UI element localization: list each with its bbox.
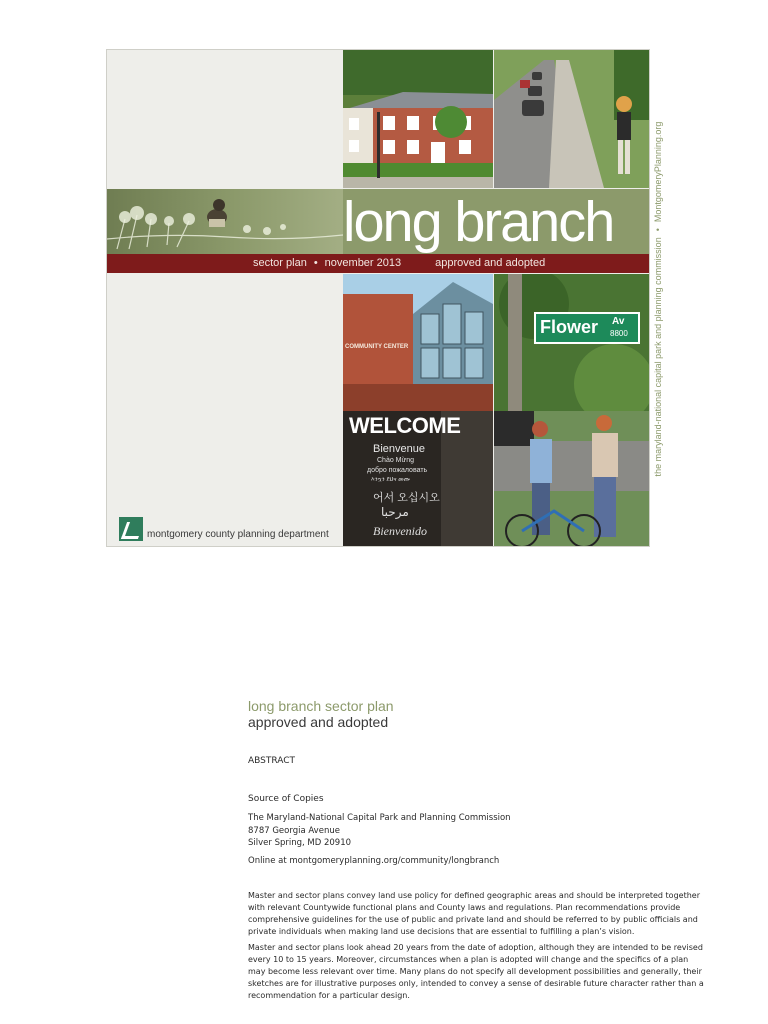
strip-status: approved and adopted <box>435 257 546 269</box>
street-sign-photo <box>494 274 650 411</box>
cover-title <box>343 189 614 254</box>
cover-spine <box>651 50 665 548</box>
bird-on-branch-illustration <box>107 189 343 254</box>
welcome-text: WELCOME <box>349 413 461 438</box>
townhouse-photo <box>343 50 493 188</box>
community-center-sign: COMMUNITY CENTER <box>345 344 409 350</box>
welcome-sign-photo <box>343 411 493 547</box>
strip-plan-type: sector plan <box>253 257 307 269</box>
community-center-illustration <box>343 274 493 411</box>
community-center-photo <box>343 274 493 411</box>
bird-photo <box>107 189 343 254</box>
spine-website: MontgomeryPlanning.org <box>653 121 663 223</box>
welcome-french: Bienvenue <box>373 443 425 455</box>
online-link: Online at montgomeryplanning.org/community/longbranch <box>248 855 500 866</box>
strip-date: november 2013 <box>324 257 402 269</box>
abstract-label: ABSTRACT <box>248 756 296 766</box>
welcome-russian: добро пожаловать <box>367 467 428 474</box>
planning-department-logo <box>119 517 143 541</box>
cover-strip-text <box>253 254 545 273</box>
street-sign-number: 8800 <box>610 329 628 338</box>
source-address <box>248 812 708 850</box>
source-heading: Source of Copies <box>248 794 324 804</box>
welcome-amharic: እንኳን ደህና መጡ <box>371 477 410 483</box>
residents-photo <box>494 411 650 547</box>
paragraph: Master and sector plans convey land use policy for defined geographic areas and should be interpreted together with relevant Countywide functional plans and County laws and regulations. Plan recommendations provide comprehensive guidelines for the use of public and private land and should be referred to by public officials and private individuals when making land use decisions that are essential to fulfilling a plan’s vision. <box>248 890 700 936</box>
street-illustration <box>494 50 650 188</box>
paragraph: Master and sector plans look ahead 20 years from the date of adoption, although they are intended to be revised every 10 to 15 years. Moreover, circumstances when a plan is adopted will change and the specifics of a plan may become less relevant over time. Many plans do not specify all development possibilities and generally, their sketches are for illustrative purposes only, intended to convey a sense of desirable future character rather than a recommendation for a particular design. <box>248 942 704 1000</box>
residents-illustration <box>494 411 650 547</box>
doc-title: long branch sector plan <box>248 698 394 714</box>
address-line: Silver Spring, MD 20910 <box>248 838 352 848</box>
welcome-korean: 어서 오십시오 <box>373 492 440 504</box>
street-photo <box>494 50 650 188</box>
plan-cover <box>106 49 650 547</box>
cover-title-text: long branch <box>343 190 614 254</box>
address-line: 8787 Georgia Avenue <box>248 825 340 836</box>
street-sign-name: Flower <box>540 317 599 337</box>
welcome-arabic: مرحبا <box>381 505 409 519</box>
strip-bullet: • <box>313 257 318 269</box>
abstract-page <box>248 698 708 1002</box>
department-name: montgomery county planning department <box>147 529 329 540</box>
welcome-vietnamese: Chào Mừng <box>377 457 414 464</box>
flower-ave-sign <box>534 312 640 344</box>
spine-commission: the maryland-national capital park and planning commission <box>653 237 663 477</box>
address-line: The Maryland-National Capital Park and Planning Commission <box>248 813 511 823</box>
welcome-spanish: Bienvenido <box>373 524 427 538</box>
street-sign-suffix: Av <box>612 316 625 327</box>
townhouse-illustration <box>343 50 493 188</box>
spine-bullet: • <box>653 228 663 232</box>
doc-subtitle: approved and adopted <box>248 714 389 730</box>
